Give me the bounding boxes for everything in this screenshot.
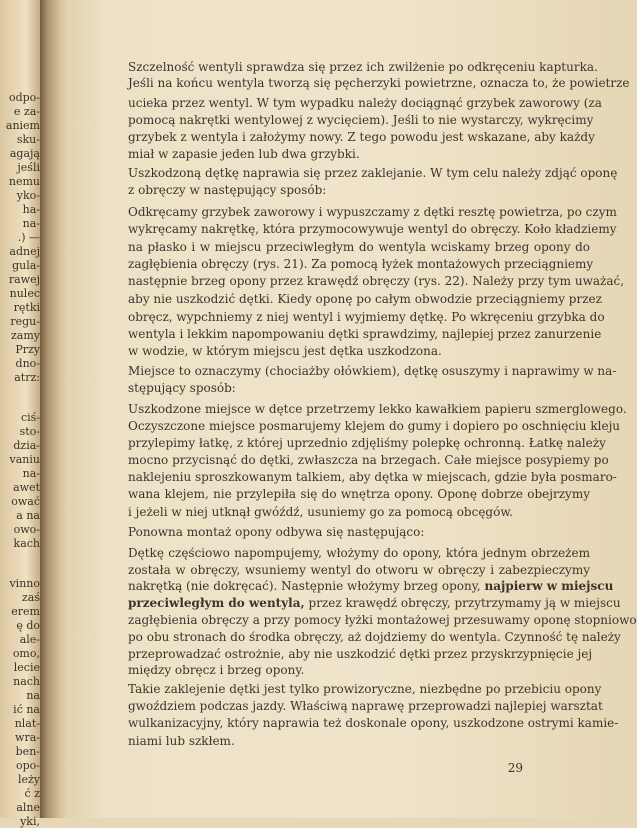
previous-page-text-fragment: e za- [13, 105, 40, 118]
book-gutter [40, 0, 68, 818]
previous-page-text-fragment: Przy [15, 343, 40, 356]
text-line: stępujący sposób: [128, 381, 236, 395]
previous-page-text-fragment: nemu [8, 175, 40, 188]
text-line: i jeżeli w niej utknął gwóźdź, usuniemy go za pomocą obcęgów. [128, 505, 513, 519]
book-page [66, 0, 637, 818]
previous-page-text-fragment: wra- [15, 731, 40, 744]
text-line: wykręcamy nakrętkę, która przymocowywuje wentyl do obręczy. Koło kładziemy [128, 222, 617, 236]
text-line: przeprowadzać ostrożnie, aby nie uszkodzić dętki przez przyskrzypnięcie jej [128, 647, 593, 661]
previous-page-text-fragment: ha- [22, 203, 40, 216]
bold-text-segment: przeciwległym do wentyla, [128, 596, 305, 610]
previous-page-text-fragment: lecie [13, 661, 40, 674]
previous-page-text-fragment: sto- [19, 425, 40, 438]
text-line: ucieka przez wentyl. W tym wypadku należy dociągnąć grzybek zaworowy (za [128, 96, 602, 110]
text-line: zagłębienia obręczy a przy pomocy łyżki montażowej przesuwamy oponę stopniowo [128, 613, 637, 627]
text-line: następnie brzeg opony przez krawędź obręczy (rys. 22). Należy przy tym uważać, [128, 274, 625, 288]
text-line: pomocą nakrętki wentylowej z wycięciem). Jeśli to nie wystarczy, wykręcimy [128, 113, 594, 127]
previous-page-text-fragment: ć z [24, 787, 40, 800]
text-line: aby nie uszkodzić dętki. Kiedy oponę po całym obwodzie przeciągniemy przez [128, 292, 602, 306]
previous-page-text-fragment: alne [16, 801, 40, 814]
text-segment: przez krawędź obręczy, przytrzymamy ją w miejscu [304, 596, 621, 610]
text-segment: nakrętką (nie dokręcać). Następnie włożymy brzeg opony, [128, 579, 485, 593]
text-line: mocno przycisnąć do dętki, zwłaszcza na brzegach. Całe miejsce posypiemy po [128, 453, 609, 467]
text-line: niami lub szkłem. [128, 734, 235, 748]
text-line: Odkręcamy grzybek zaworowy i wypuszczamy z dętki resztę powietrza, po czym [128, 205, 617, 219]
text-line: Dętkę częściowo napompujemy, włożymy do opony, która jednym obrzeżem [128, 546, 590, 560]
bold-text-segment: najpierw w miejscu [484, 579, 614, 593]
previous-page-text-fragment: jeśli [17, 161, 40, 174]
previous-page-text-fragment: leży [17, 773, 40, 786]
text-line: została w obręczy, wsuniemy wentyl do otworu w obręczy i zabezpieczymy [128, 563, 590, 577]
previous-page-text-fragment: ale- [19, 633, 40, 646]
previous-page-text-fragment: yko- [16, 189, 40, 202]
previous-page-text-fragment: odpo- [8, 91, 40, 104]
previous-page-text-fragment: kach [13, 537, 40, 550]
previous-page-text-fragment: .) — [17, 231, 40, 244]
previous-page-text-fragment: erem [11, 605, 40, 618]
previous-page-text-fragment: owo- [13, 523, 40, 536]
text-line: zagłębienia obręczy (rys. 21). Za pomocą łyżek montażowych przeciągniemy [128, 257, 594, 271]
previous-page-text-fragment: atrz: [14, 371, 40, 384]
previous-page-text-fragment: nach [13, 675, 40, 688]
previous-page-text-fragment: dzia- [13, 439, 40, 452]
previous-page-text-fragment: gula- [12, 259, 40, 272]
previous-page-text-fragment: a na [16, 509, 40, 522]
previous-page-text-fragment: vaniu [9, 453, 40, 466]
text-line: naklejeniu sproszkowanym talkiem, aby dętka w miejscach, gdzie była posmaro- [128, 470, 617, 484]
text-line [128, 579, 614, 593]
previous-page-text-fragment: aniem [5, 119, 40, 132]
text-line: po obu stronach do środka obręczy, aż dojdziemy do wentyla. Czynność tę należy [128, 630, 621, 644]
previous-page-text-fragment: na- [22, 467, 40, 480]
previous-page-text-fragment: zaś [22, 591, 40, 604]
text-line: przylepimy łatkę, z której uprzednio zdjęliśmy polepkę ochronną. Łatkę należy [128, 436, 606, 450]
text-line [128, 596, 621, 610]
previous-page-text-fragment: na- [22, 217, 40, 230]
previous-page-text-fragment: adnej [9, 245, 40, 258]
previous-page-text-fragment: rawej [8, 273, 40, 286]
text-line: wulkanizacyjny, który naprawia też doskonale opony, uszkodzone ostrymi kamie- [128, 716, 619, 730]
previous-page-text-fragment: opo- [15, 759, 40, 772]
previous-page-text-fragment: nlat- [14, 717, 40, 730]
previous-page-text-fragment: ben- [15, 745, 40, 758]
previous-page-text-fragment: ciś- [20, 411, 40, 424]
text-line: grzybek z wentyla i założymy nowy. Z tego powodu jest wskazane, aby każdy [128, 130, 595, 144]
previous-page-text-fragment: ić na [13, 703, 40, 716]
text-line: Ponowna montaż opony odbywa się następująco: [128, 525, 425, 539]
text-line: Takie zaklejenie dętki jest tylko prowizoryczne, niezbędne po przebiciu opony [128, 682, 602, 696]
text-line: Uszkodzoną dętkę naprawia się przez zaklejanie. W tym celu należy zdjąć oponę [128, 166, 618, 180]
previous-page-text-fragment: regu- [10, 315, 40, 328]
text-line: w wodzie, w którym miejscu jest dętka uszkodzona. [128, 344, 442, 358]
previous-page-edge [0, 0, 44, 828]
previous-page-text-fragment: sku- [16, 133, 40, 146]
previous-page-text-fragment: na [26, 689, 40, 702]
previous-page-text-fragment: omo, [12, 647, 40, 660]
page-number: 29 [507, 761, 523, 775]
text-line: między obręcz i brzeg opony. [128, 663, 305, 677]
previous-page-text-fragment: vinno [9, 577, 40, 590]
previous-page-text-fragment: rętki [13, 301, 40, 314]
text-line: wana klejem, nie przylepiła się do wnętrza opony. Oponę dobrze obejrzymy [128, 487, 590, 501]
text-line: Miejsce to oznaczymy (chociażby ołówkiem), dętkę osuszymy i naprawimy w na- [128, 364, 617, 378]
text-line: Szczelność wentyli sprawdza się przez ich zwilżenie po odkręceniu kapturka. [128, 60, 598, 74]
text-line: Uszkodzone miejsce w dętce przetrzemy lekko kawałkiem papieru szmerglowego. [128, 402, 627, 416]
previous-page-text-fragment: zamy [11, 329, 40, 342]
previous-page-text-fragment: nulec [9, 287, 40, 300]
text-line: wentyla i lekkim napompowaniu dętki sprawdzimy, najlepiej przez zanurzenie [128, 327, 602, 341]
previous-page-text-fragment: dno- [15, 357, 40, 370]
text-line: gwoździem podczas jazdy. Właściwą naprawę przeprowadzi najlepiej warsztat [128, 699, 603, 713]
text-line: na płasko i w miejscu przeciwległym do wentyla wciskamy brzeg opony do [128, 240, 590, 254]
text-line: z obręczy w następujący sposób: [128, 183, 327, 197]
previous-page-text-fragment: yki, [20, 815, 40, 828]
previous-page-text-fragment: agają [9, 147, 40, 160]
text-line: obręcz, wypchniemy z niej wentyl i wyjmiemy dętkę. Po wkręceniu grzybka do [128, 310, 605, 324]
previous-page-text-fragment: ę do [16, 619, 40, 632]
text-line: Oczyszczone miejsce posmarujemy klejem do gumy i dopiero po oschnięciu kleju [128, 419, 621, 433]
text-line: miał w zapasie jeden lub dwa grzybki. [128, 147, 360, 161]
text-line: Jeśli na końcu wentyla tworzą się pęcherzyki powietrzne, oznacza to, że powietrze [128, 76, 630, 90]
previous-page-text-fragment: awet [13, 481, 40, 494]
previous-page-text-fragment: ować [11, 495, 40, 508]
